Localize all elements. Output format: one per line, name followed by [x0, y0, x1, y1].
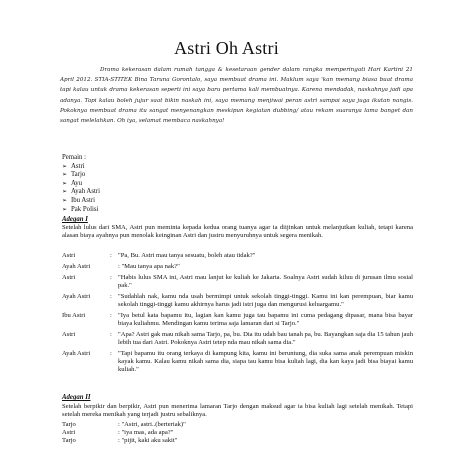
speaker: Tarjo [62, 437, 76, 445]
arrow-bullet-icon: ➢ [62, 197, 68, 204]
cast-item: ➢ Ibu Astri [62, 196, 95, 204]
dialog-line: Astri : "Apa? Astri gak mau nikah sama Tarjo, pa, bu. Dia itu udah bau tanah pa, bu. Bayangkan saja dia 15 tahun jauh lebih tua dari Astri. Pokoknya Astri tetep nda mau nikah sama dia." [62, 330, 413, 346]
line-text: "Habis lulus SMA ini, Astri mau lanjut ke kuliah ke Jakarta. Soalnya Astri sudah kiluu di jurusan ilmu sosial pak." [118, 273, 413, 289]
dialog-line: Ayah Astri : "Sudahlah nak, kamu nda usah bermimpi untuk sekolah tinggi-tinggi. Kamu ini kan perempuan, biar kamu sekolah tinggi-tinggi kamu akhirnya harus jadi istri juga dan mengurusi keluargamu." [62, 292, 413, 308]
cast-item: ➢ Ayah Astri [62, 188, 101, 196]
cast-item: ➢ Tarjo [62, 171, 86, 179]
dialog-line: Astri : "Pa, Bu. Astri mau tanya sesuatu, boleh atau tidak?" [62, 252, 413, 260]
arrow-bullet-icon: ➢ [62, 206, 68, 213]
arrow-bullet-icon: ➢ [62, 180, 68, 187]
line-text: : "pijit, kaki aku sakit" [118, 437, 178, 445]
speaker: Ayah Astri [62, 292, 91, 300]
intro-text: Drama kekerasan dalam rumah tangga & kesetaraan gender dalam rangka memperingati Hari Kartini 21 April 2012. STIA-STITEK Bina Taruna Gorontalo, saya membuat drama ini. Maklum saya 'kan memang biasa buat drama tapi kalau untuk drama kekerasan seperti ini saya baru pertama kali membuatnya. Karena mendadak, naskahnya jadi apa adanya. Tapi kalau boleh jujur saat bikin naskah ini, saya memang menjiwai peran astri sampai saya juga ikutan nangis. Pokoknya membuat drama itu sangat menyenangkan meskipun kegiatan dubbing/ atau rekam suaranya lama banget dan sangat melelahkan. Oh iya, selamat membaca naskahnya! [60, 67, 413, 125]
arrow-bullet-icon: ➢ [62, 163, 68, 170]
dialog-line [62, 421, 413, 429]
dialog-line: Astri : "Habis lulus SMA ini, Astri mau lanjut ke kuliah ke Jakarta. Soalnya Astri sudah kiluu di jurusan ilmu sosial pak." [62, 273, 413, 289]
speaker: Ayah Astri [62, 349, 91, 357]
scene1-narration: Setelah lulus dari SMA, Astri pun meminta kepada kedua orang tuanya agar ia diijinkan untuk melanjutkan kuliah, tetapi karena alasan biaya ayahnya pun menolak keinginan Astri dan justru menyuruhnya untuk segera menikah. [62, 224, 413, 240]
dialog-line [62, 437, 413, 445]
speaker: Ibu Astri [62, 311, 86, 319]
arrow-bullet-icon: ➢ [62, 189, 68, 196]
speaker: Astri [62, 330, 76, 338]
speaker: Astri [62, 252, 76, 259]
speaker: Tarjo [62, 421, 76, 428]
cast-item: ➢ Pak Polisi [62, 205, 99, 213]
line-text: "Iya betul kata bapamu itu, lagian kan kamu juga tau bapamu ini cuma pedagang dipasar, mana bisa bayar biaya kuliahmu. Mendingan kamu terima saja lamaran dari si Tarjo." [118, 311, 413, 327]
cast-item: ➢ Astri [62, 162, 85, 170]
line-text: : "iya mas, ada apa?" [118, 429, 174, 437]
scene1-dialog [62, 252, 413, 377]
scene2-heading: Adegan II [62, 394, 91, 401]
speaker: Astri [62, 429, 76, 437]
speaker: Ayah Astri [62, 262, 91, 270]
arrow-bullet-icon: ➢ [62, 172, 68, 179]
scene2-narration: Setelah berpikir dan berpikir, Astri pun menerima lamaran Tarjo dengan maksud agar ia bisa kuliah lagi setelah menikah. Tetapi setelah mereka menikah yang terjadi justru sebaliknya. [62, 403, 413, 419]
scene2-dialog [62, 421, 413, 446]
page-title: Astri Oh Astri [174, 38, 279, 58]
dialog-line [62, 263, 413, 271]
scene1-heading: Adegan I [62, 216, 88, 223]
line-text: : "Astri, astri..(berteriak)" [118, 421, 186, 428]
intro-paragraph [60, 65, 413, 126]
cast-list [62, 154, 100, 214]
line-text: "Tapi bapamu itu orang terkaya di kampung kita, kamu ini beruntung, dia suka sama anak perempuan miskin kayak kamu. Kalau kamu nikah sama dia, siapa tau kamu bisa kuliah lagi, dia kan kaya jadi bisa biayai kamu kuliah." [118, 349, 413, 373]
line-text: "Apa? Astri gak mau nikah sama Tarjo, pa, bu. Dia itu udah bau tanah pa, bu. Bayangkan saja dia 15 tahun jauh lebih tua dari Astri. Pokoknya Astri tetep nda mau nikah sama dia." [118, 330, 413, 346]
line-text: "Sudahlah nak, kamu nda usah bermimpi untuk sekolah tinggi-tinggi. Kamu ini kan perempuan, biar kamu sekolah tinggi-tinggi kamu akhirnya harus jadi istri juga dan mengurusi keluargamu." [118, 292, 413, 308]
cast-item: ➢ Ayu [62, 179, 83, 187]
line-text: : "Mau tanya apa nak?" [118, 262, 180, 270]
line-text: "Pa, Bu. Astri mau tanya sesuatu, boleh atau tidak?" [118, 252, 256, 259]
cast-heading: Pemain : [62, 154, 86, 161]
dialog-line [62, 429, 413, 437]
dialog-line: Ibu Astri : "Iya betul kata bapamu itu, lagian kan kamu juga tau bapamu ini cuma pedagang dipasar, mana bisa bayar biaya kuliahmu. Mendingan kamu terima saja lamaran dari si Tarjo." [62, 311, 413, 327]
dialog-line: Ayah Astri : "Tapi bapamu itu orang terkaya di kampung kita, kamu ini beruntung, dia suka sama anak perempuan miskin kayak kamu. Kalau kamu nikah sama dia, siapa tau kamu bisa kuliah lagi, dia kan kaya jadi bisa biayai kamu kuliah." [62, 349, 413, 373]
speaker: Astri [62, 273, 76, 281]
